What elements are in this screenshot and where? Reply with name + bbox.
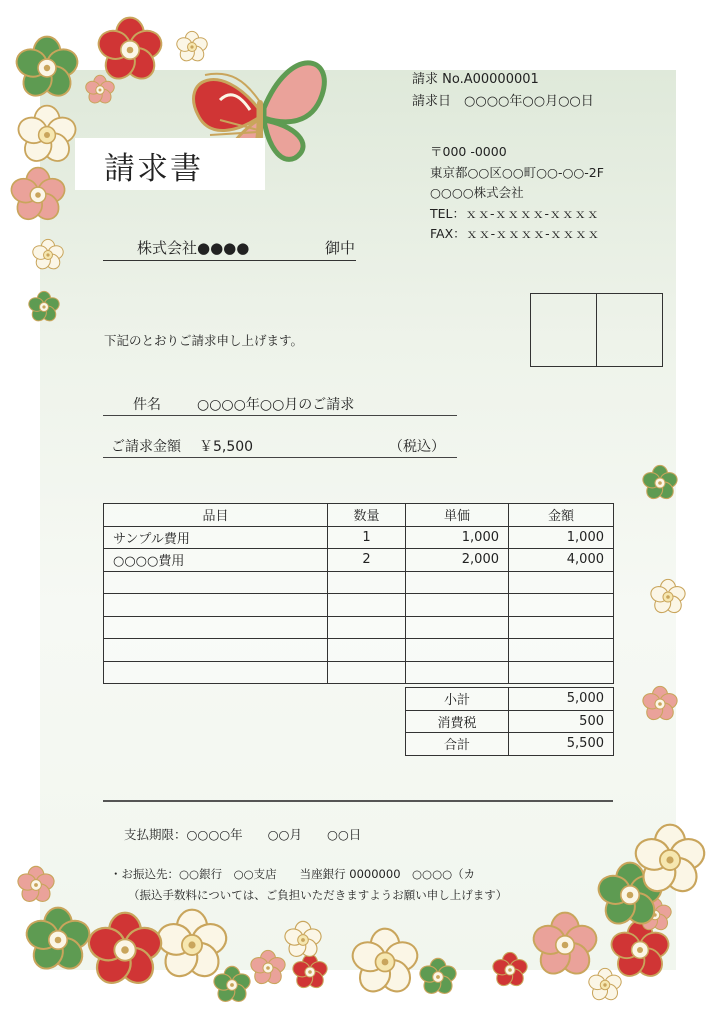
subject-value: ○○○○年○○月のご請求	[197, 397, 355, 413]
item-amount: 4,000	[509, 549, 614, 572]
invoice-number: 請求 No.A00000001	[412, 72, 539, 87]
subtotal-row	[406, 688, 614, 711]
issuer-tel: TEL：ｘｘ-ｘｘｘｘ-ｘｘｘｘ	[430, 205, 600, 221]
issuer-address: 東京都○○区○○町○○-○○-2F	[430, 164, 604, 180]
plum-blossom-icon	[491, 952, 529, 988]
item-unit-price	[406, 571, 509, 594]
table-row	[104, 639, 614, 662]
issuer-company: ○○○○株式会社	[430, 185, 524, 200]
plum-blossom-icon	[85, 913, 166, 990]
plum-blossom-icon	[8, 168, 67, 225]
items-table	[103, 503, 614, 684]
item-amount: 1,000	[509, 526, 614, 549]
intro-text: 下記のとおりご請求申し上げます。	[104, 333, 304, 348]
item-amount	[509, 639, 614, 662]
amount-field	[103, 435, 457, 458]
plum-blossom-icon	[641, 465, 679, 501]
item-qty	[328, 661, 406, 684]
plum-blossom-icon	[641, 686, 679, 722]
plum-blossom-icon	[16, 866, 56, 904]
client-name: 株式会社●●●●	[137, 239, 250, 257]
item-qty	[328, 594, 406, 617]
column-header: 数量	[328, 504, 406, 527]
item-name: ○○○○費用	[104, 549, 328, 572]
tax-included-note: （税込）	[389, 439, 445, 455]
plum-blossom-icon	[23, 908, 93, 975]
plum-blossom-icon	[418, 958, 458, 996]
table-row	[104, 661, 614, 684]
plum-blossom-icon	[212, 966, 252, 1004]
item-amount	[509, 594, 614, 617]
plum-blossom-icon	[283, 921, 323, 959]
table-row	[104, 571, 614, 594]
totals-table	[405, 687, 614, 756]
item-qty	[328, 639, 406, 662]
table-row	[104, 616, 614, 639]
issuer-block	[430, 142, 604, 245]
item-unit-price	[406, 594, 509, 617]
bank-info: ・お振込先：○○銀行 ○○支店 当座銀行 0000000 ○○○○（カ	[110, 867, 476, 881]
invoice-date: 請求日 ○○○○年○○月○○日	[412, 94, 594, 109]
plum-blossom-icon	[27, 291, 61, 323]
issuer-postal: 〒000 -0000	[430, 144, 507, 159]
amount-value: ￥5,500	[199, 439, 254, 455]
item-name	[104, 616, 328, 639]
stamp-boxes	[530, 293, 663, 367]
subtotal-label: 小計	[406, 688, 509, 711]
column-header: 品目	[104, 504, 328, 527]
plum-blossom-icon	[291, 954, 329, 990]
plum-blossom-icon	[13, 37, 81, 102]
column-header: 金額	[509, 504, 614, 527]
item-name	[104, 571, 328, 594]
amount-label: ご請求金額	[111, 439, 181, 455]
stamp-box	[531, 294, 596, 366]
plum-blossom-icon	[249, 950, 287, 986]
plum-blossom-icon	[175, 31, 209, 63]
table-header-row	[104, 504, 614, 527]
item-qty	[328, 616, 406, 639]
item-amount	[509, 616, 614, 639]
item-name	[104, 661, 328, 684]
transfer-fee-note: （振込手数料については、ご負担いただきますようお願い申し上げます）	[128, 888, 508, 902]
stamp-box	[596, 294, 662, 366]
divider	[103, 800, 613, 802]
tax-value: 500	[509, 710, 614, 733]
plum-blossom-icon	[84, 75, 116, 105]
total-row	[406, 733, 614, 756]
table-row	[104, 526, 614, 549]
item-unit-price: 1,000	[406, 526, 509, 549]
subject-field	[103, 393, 457, 416]
item-amount	[509, 661, 614, 684]
item-unit-price	[406, 661, 509, 684]
item-qty: 1	[328, 526, 406, 549]
item-name: サンプル費用	[104, 526, 328, 549]
item-unit-price: 2,000	[406, 549, 509, 572]
page-title: 請求書	[104, 151, 203, 187]
item-amount	[509, 571, 614, 594]
column-header: 単価	[406, 504, 509, 527]
client-name-field	[103, 237, 356, 261]
plum-blossom-icon	[31, 239, 65, 271]
tax-label: 消費税	[406, 710, 509, 733]
issuer-fax: FAX：ｘｘ-ｘｘｘｘ-ｘｘｘｘ	[430, 226, 600, 241]
client-honorific: 御中	[325, 239, 356, 257]
item-qty	[328, 571, 406, 594]
plum-blossom-icon	[530, 913, 600, 980]
item-unit-price	[406, 639, 509, 662]
plum-blossom-icon	[349, 929, 421, 998]
item-name	[104, 594, 328, 617]
table-row	[104, 594, 614, 617]
total-value: 5,500	[509, 733, 614, 756]
plum-blossom-icon	[15, 106, 79, 167]
item-unit-price	[406, 616, 509, 639]
subtotal-value: 5,000	[509, 688, 614, 711]
plum-blossom-icon	[649, 579, 687, 615]
payment-deadline: 支払期限：○○○○年 ○○月 ○○日	[124, 827, 362, 842]
plum-blossom-icon	[587, 968, 623, 1002]
plum-blossom-icon	[95, 18, 165, 85]
tax-row	[406, 710, 614, 733]
plum-blossom-icon	[154, 910, 230, 983]
subject-label: 件名	[133, 397, 161, 413]
table-row	[104, 549, 614, 572]
total-label: 合計	[406, 733, 509, 756]
item-name	[104, 639, 328, 662]
item-qty: 2	[328, 549, 406, 572]
